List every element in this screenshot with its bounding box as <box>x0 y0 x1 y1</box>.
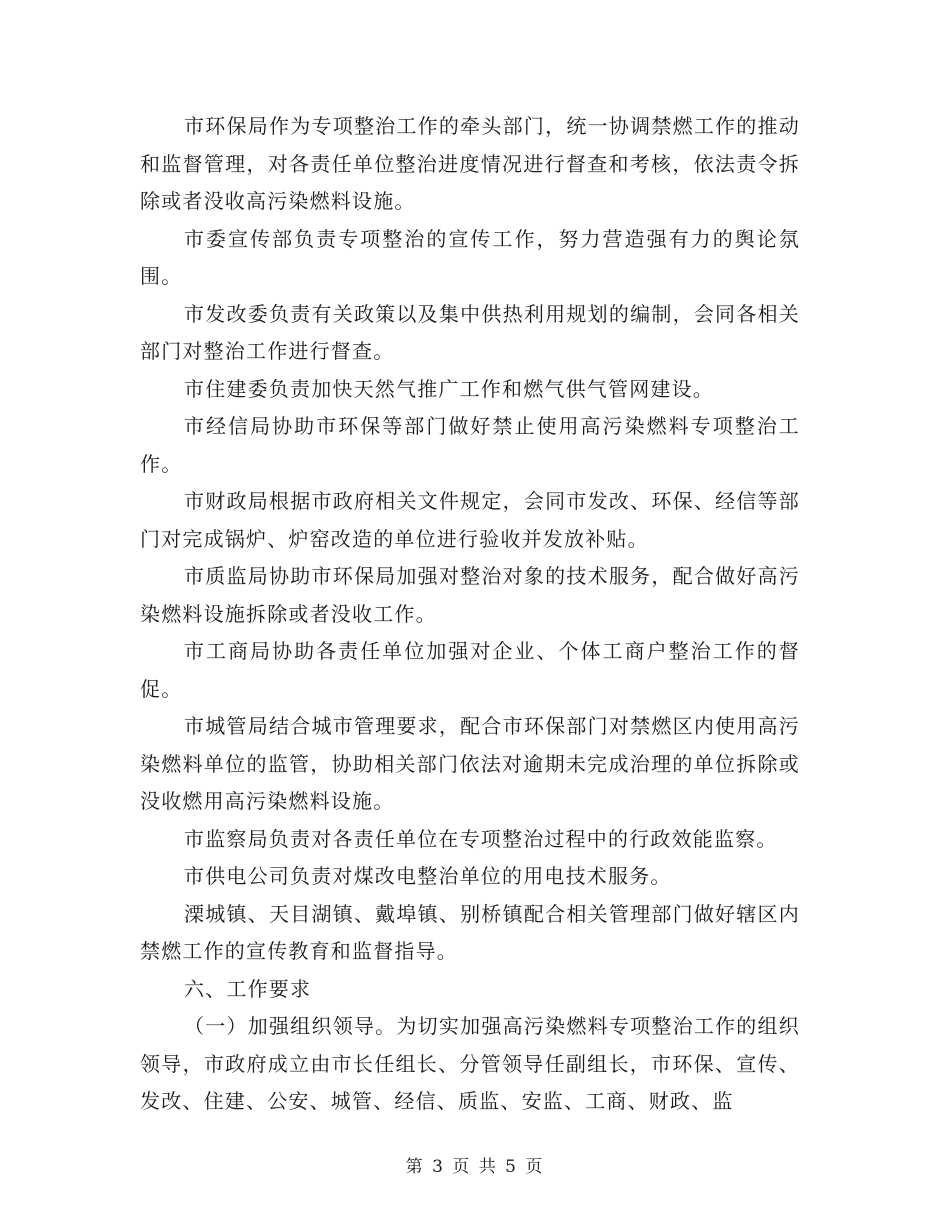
paragraph-industry-commerce: 市工商局协助各责任单位加强对企业、个体工商户整治工作的督促。 <box>140 639 800 701</box>
paragraph-quality-supervision: 市质监局协助市环保局加强对整治对象的技术服务，配合做好高污染燃料设施拆除或者没收工作。 <box>140 564 800 626</box>
paragraph-finance-bureau: 市财政局根据市政府相关文件规定，会同市发改、环保、经信等部门对完成锅炉、炉窑改造的单位进行验收并发放补贴。 <box>140 489 800 551</box>
paragraph-development-reform: 市发改委负责有关政策以及集中供热利用规划的编制，会同各相关部门对整治工作进行督查。 <box>140 301 800 363</box>
paragraph-urban-management: 市城管局结合城市管理要求，配合市环保部门对禁燃区内使用高污染燃料单位的监管，协助相关部门依法对逾期未完成治理的单位拆除或没收燃用高污染燃料设施。 <box>140 714 800 813</box>
paragraph-housing-construction: 市住建委负责加快天然气推广工作和燃气供气管网建设。 <box>184 376 714 401</box>
paragraph-economy-information: 市经信局协助市环保等部门做好禁止使用高污染燃料专项整治工作。 <box>140 414 800 476</box>
section-heading: 六、工作要求 <box>184 976 312 1001</box>
page-number-footer: 第 3 页 共 5 页 <box>405 1157 545 1177</box>
paragraph-publicity-department: 市委宣传部负责专项整治的宣传工作，努力营造强有力的舆论氛围。 <box>140 226 800 288</box>
paragraph-power-supply: 市供电公司负责对煤改电整治单位的用电技术服务。 <box>184 864 672 888</box>
paragraph-organization-leadership: （一）加强组织领导。为切实加强高污染燃料专项整治工作的组织领导，市政府成立由市长任组长、分管领导任副组长，市环保、宣传、发改、住建、公安、城管、经信、质监、安监、工商、财政、监 <box>140 1014 800 1113</box>
paragraph-towns: 溧城镇、天目湖镇、戴埠镇、别桥镇配合相关管理部门做好辖区内禁燃工作的宣传教育和监督指导。 <box>140 901 800 963</box>
paragraph-environment-bureau: 市环保局作为专项整治工作的牵头部门，统一协调禁燃工作的推动和监督管理，对各责任单位整治进度情况进行督查和考核，依法责令拆除或者没收高污染燃料设施。 <box>140 114 800 213</box>
paragraph-supervision-bureau: 市监察局负责对各责任单位在专项整治过程中的行政效能监察。 <box>184 826 778 851</box>
document-body <box>140 108 800 1121</box>
